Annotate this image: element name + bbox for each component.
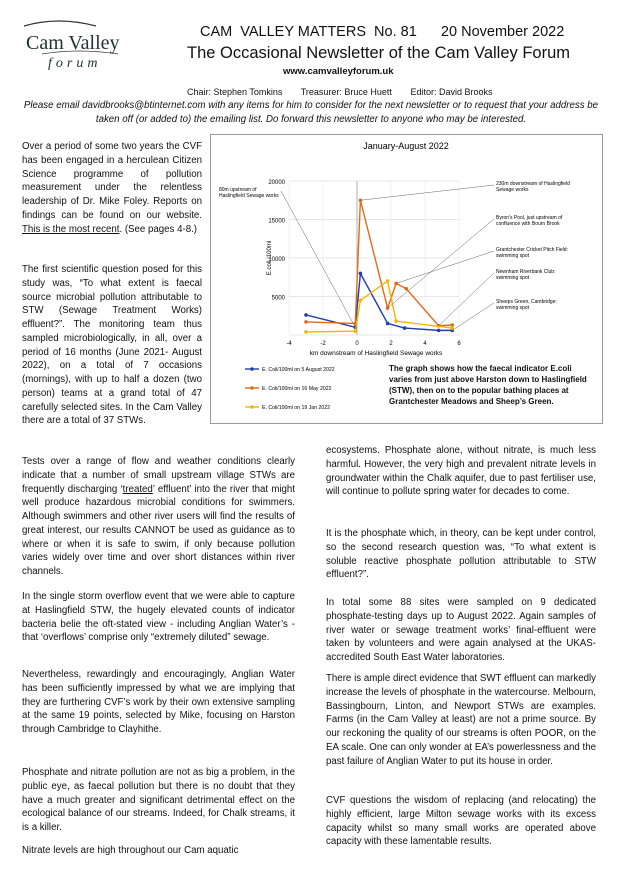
annotation-label: Sheeps Green, Cambridge: swimming spot [496,299,557,311]
p3-text: Tests over a range of flow and weather conditions clearly indicate that a number of small upstream village STWs are frequently discharging ‘ [22,456,295,495]
data-point [394,319,398,323]
editor: Editor: David Brooks [410,87,493,97]
series-line [306,273,452,330]
right-paragraph-3: In total some 88 sites were sampled on 9 dedicated phosphate-testing days up to August 2022. Again samples of river water or sewage treatment works’ final-effluent were taken by volunteers and were again analysed at the UKAS-accredited South East Water laboratories. [326,597,596,663]
y-axis-label: E.coli /100ml [267,240,273,276]
right-paragraph-4: There is ample direct evidence that SWT effluent can markedly increase the levels of phosphate in the watercourse. Melbourn, Bassingbourn, Linton, and Newport STWs are examples. Farms (in the Cam Valley at least) are not a prime source. By our reckoning the quality of our streams is often POOR, on the EA scale. One can only wonder at EA’s powerlessness and the past failure of Anglian Water to put its house in order. [326,673,596,767]
legend-label: E. Coli/100ml on 16 May 2022 [262,386,332,392]
data-point [386,279,390,283]
annotation-leader [281,191,355,327]
chart-title: January-August 2022 [363,141,449,151]
data-point [403,326,407,330]
annotation-label: Newnham Riverbank Club: swimming spot [496,269,556,281]
data-point [359,272,363,276]
x-tick-label: -4 [286,341,292,347]
data-point [354,329,358,333]
left-paragraph-7: Nitrate levels are high throughout our Cam aquatic [22,845,239,856]
website-link[interactable]: www.camvalleyforum.uk [283,66,394,77]
data-point [359,299,363,303]
right-paragraph-2: It is the phosphate which, in theory, can be kept under control, so the second research question was, “To what extent is soluble reactive phosphate pollution attributable to STW effluent?”. [326,528,596,581]
chart-caption: The graph shows how the faecal indicator E.coli varies from just above Harston down to Haslingfield (STW), then on to the popular bathing places at Grantchester Meadows and Sheep’s Green. [389,364,587,406]
annotation-leader [388,219,494,308]
chair: Chair: Stephen Tomkins [187,87,283,97]
y-tick-label: 5000 [271,295,285,302]
right-paragraph-1: ecosystems. Phosphate alone, without nitrate, is much less harmful. However, the very high and prevalent nitrate levels in groundwater within the Chalk aquifer, due to past fertiliser use, will continue to pollute spring water for decades to come. [326,445,596,498]
logo-text-cam-valley: Cam Valley [26,32,120,54]
treasurer: Treasurer: Bruce Huett [300,87,392,97]
legend-marker [250,386,254,390]
data-point [304,313,308,317]
legend-label: E. Coli/100ml on 5 August 2022 [262,367,335,373]
p3-text-end: ’ effluent’ into the river that might well produce hazardous microbial conditions for swimmers. Although swimmers and other river users will find the results of great interest, our results CANNOT be used as guidance as to where or when it is safe to swim, if only because pollution varies widely over time and over short distances within river channels. [22,483,296,577]
officers-line [187,87,509,97]
legend-marker [250,367,254,371]
x-tick-label: 6 [457,341,461,347]
left-paragraph-2: The first scientific question posed for this study was, “To what extent is faecal source microbial pollution attributable to STW (Sewage Treatment Works) effluent?”. The monitoring team thus sampled microbiologically, in all, over a period of 16 months (June 2021- August 2022), on a total of 7 occasions (mornings), with up to half a dozen (two person) teams at a grand total of 47 carefully selected sites. In the Cam Valley there are a total of 37 STWs. [22,264,202,427]
x-tick-label: 0 [355,341,359,347]
data-point [405,287,409,291]
p1-text-end: . (See pages 4-8.) [119,223,197,235]
issue-line: CAM VALLEY MATTERS No. 81 20 November 2022 [200,24,565,40]
annotation-leader [439,273,494,326]
x-tick-label: 4 [423,341,427,347]
x-tick-label: -2 [320,341,326,347]
x-tick-label: 2 [389,341,393,347]
annotation-label: 230m downstream of Haslingfield Sewage works [496,181,570,193]
y-tick-label: 15000 [268,218,285,225]
data-point [304,320,308,324]
annotation-label: 80m upstream of Haslingfield Sewage works [219,187,279,199]
p1-text: Over a period of some two years the CVF has been engaged in a herculean Citizen Science programme of pollution measurement under the relentless leadership of Dr. Mike Foley. Reports on findings can be found on our website. [22,141,202,221]
treated-word: treated [122,483,153,495]
newsletter-title: The Occasional Newsletter of the Cam Valley Forum [187,44,571,62]
annotation-label: Byron's Pool, just upstream of confluence with Bourn Brook [496,215,563,227]
legend-marker [250,405,254,409]
most-recent-report-link[interactable]: This is the most recent [22,223,120,235]
y-tick-label: 20000 [268,180,285,186]
left-paragraph-1 [22,140,202,236]
x-axis-label: km downstream of Haslingfield Sewage works [309,350,443,357]
left-paragraph-6: Phosphate and nitrate pollution are not as big a problem, in the public eye, as faecal pollution but there is no doubt that they have a much greater and significant detrimental effect on the ecological balance of our streams. Indeed, for Chalk streams, it is a killer. [22,767,295,833]
y-tick-label: 10000 [268,257,285,263]
data-point [437,329,441,333]
cam-valley-forum-logo [18,18,168,78]
annotation-label: Grantchester Cricket Pitch Field: swimming spot [496,247,568,259]
email-notice: Please email davidbrooks@btinternet.com with any items for him to consider for the next newsletter or to request that your address be taken off (or added to) the emailing list. Do forward this newsletter to anyone who may be interested. [23,100,599,125]
data-point [386,322,390,326]
legend-label: E. Coli/100ml on 19 Jan 2022 [262,405,331,411]
annotation-leader [396,251,494,283]
left-paragraph-3 [22,455,295,579]
annotation-leader [360,185,494,200]
logo-text-forum: forum [48,56,102,71]
right-paragraph-5: CVF questions the wisdom of replacing (and relocating) the highly efficient, large Milton sewage works with its excess capacity whilst so many small works are operated above capacity with these lamentable results. [326,795,596,848]
left-paragraph-5: Nevertheless, rewardingly and encouragingly, Anglian Water has been sufficiently impressed by what we are implying that they are furthering CVF’s work by their own extensive sampling at the same 19 points, selected by Mike, focusing on Harston through Cambridge to Clayhithe. [22,669,295,735]
data-point [304,330,308,334]
left-paragraph-4: In the single storm overflow event that we were able to capture at Haslingfield STW, the hugely elevated counts of indicator bacteria belie the oft-stated view - including Anglian Water’s - that ‘overflows’ comprise only “extremely diluted” sewage. [22,591,295,644]
data-point [450,323,454,327]
